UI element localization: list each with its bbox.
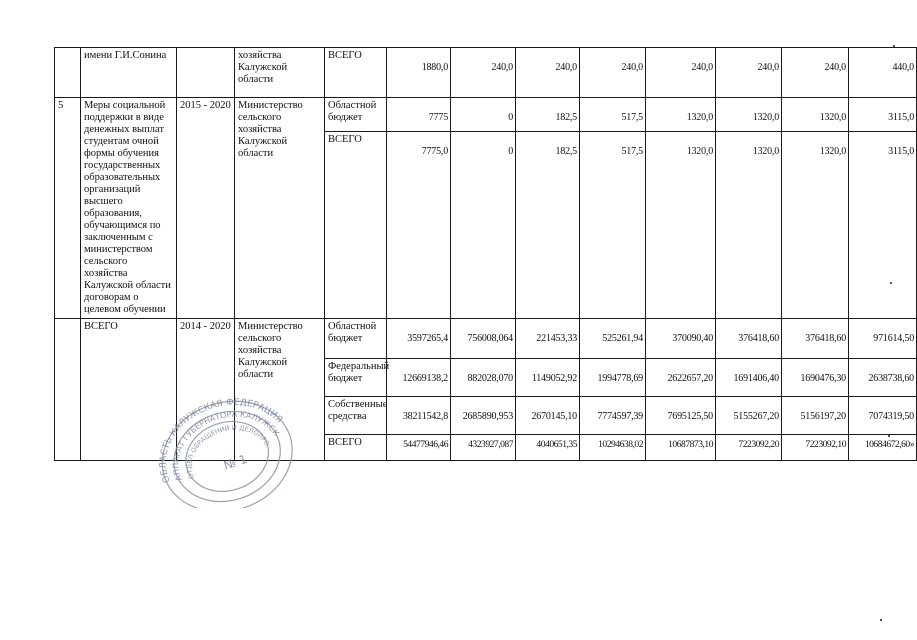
value-cell: 240,0 xyxy=(580,48,646,98)
value-cell: 10294638,02 xyxy=(580,435,646,461)
value-cell: 240,0 xyxy=(516,48,580,98)
value-cell: 54477946,46 xyxy=(387,435,451,461)
value-cell: 1320,0 xyxy=(646,98,716,132)
value-cell: 240,0 xyxy=(451,48,516,98)
value-cell: 2638738,60 xyxy=(849,359,917,397)
executor-cell: хозяйства Калужской области xyxy=(235,48,325,98)
value-cell: 240,0 xyxy=(782,48,849,98)
value-cell: 376418,60 xyxy=(716,319,782,359)
executor-cell: Министерство сельского хозяйства Калужской области xyxy=(235,319,325,461)
value-cell: 0 xyxy=(451,132,516,319)
value-cell: 0 xyxy=(451,98,516,132)
scan-speck xyxy=(880,619,882,621)
table-row-total xyxy=(55,319,917,359)
value-cell: 370090,40 xyxy=(646,319,716,359)
period-cell: 2015 - 2020 xyxy=(177,98,235,319)
value-cell: 7223092,10 xyxy=(782,435,849,461)
source-cell: ВСЕГО xyxy=(325,132,387,319)
source-cell: Областной бюджет xyxy=(325,319,387,359)
value-cell: 2670145,10 xyxy=(516,397,580,435)
table-row-continuation xyxy=(55,48,917,98)
value-cell: 756008,064 xyxy=(451,319,516,359)
period-cell: 2014 - 2020 xyxy=(177,319,235,461)
value-cell: 2685890,953 xyxy=(451,397,516,435)
value-cell: 7223092,20 xyxy=(716,435,782,461)
value-cell: 4040651,35 xyxy=(516,435,580,461)
table-row-measure-5 xyxy=(55,98,917,132)
source-cell: ВСЕГО xyxy=(325,48,387,98)
scan-speck xyxy=(893,45,895,47)
row-number-cell xyxy=(55,48,81,98)
value-cell: 182,5 xyxy=(516,98,580,132)
source-cell: ВСЕГО xyxy=(325,435,387,461)
value-cell: 1320,0 xyxy=(782,98,849,132)
measure-name-cell: имени Г.И.Сонина xyxy=(81,48,177,98)
value-cell: 7695125,50 xyxy=(646,397,716,435)
value-cell: 182,5 xyxy=(516,132,580,319)
row-number-cell xyxy=(55,319,81,461)
value-cell: 2622657,20 xyxy=(646,359,716,397)
source-cell: Федеральный бюджет xyxy=(325,359,387,397)
value-cell: 1149052,92 xyxy=(516,359,580,397)
value-cell: 3115,0 xyxy=(849,98,917,132)
value-cell: 5155267,20 xyxy=(716,397,782,435)
value-cell: 525261,94 xyxy=(580,319,646,359)
stamp-inner-text: ОТДЕЛ ОБРАЩЕНИЙ И ДЕЛОПРОИЗВОДСТВА xyxy=(185,423,272,481)
stamp-center-number: № 1 xyxy=(221,451,249,473)
value-cell: 971614,50 xyxy=(849,319,917,359)
value-cell: 3597265,4 xyxy=(387,319,451,359)
value-cell: 10684672,60» xyxy=(849,435,917,461)
value-cell: 240,0 xyxy=(716,48,782,98)
value-cell: 4323927,087 xyxy=(451,435,516,461)
value-cell: 1880,0 xyxy=(387,48,451,98)
source-cell: Собственные средства xyxy=(325,397,387,435)
row-number-cell: 5 xyxy=(55,98,81,319)
value-cell: 517,5 xyxy=(580,98,646,132)
value-cell: 7774597,39 xyxy=(580,397,646,435)
value-cell: 221453,33 xyxy=(516,319,580,359)
value-cell: 1320,0 xyxy=(716,98,782,132)
value-cell: 1690476,30 xyxy=(782,359,849,397)
period-cell xyxy=(177,48,235,98)
value-cell: 1320,0 xyxy=(716,132,782,319)
value-cell: 1994778,69 xyxy=(580,359,646,397)
value-cell: 376418,60 xyxy=(782,319,849,359)
official-stamp xyxy=(150,393,300,508)
executor-cell: Министерство сельского хозяйства Калужской области xyxy=(235,98,325,319)
value-cell: 882028,070 xyxy=(451,359,516,397)
value-cell: 517,5 xyxy=(580,132,646,319)
value-cell: 38211542,8 xyxy=(387,397,451,435)
stamp-middle-text: АППАРАТ ГУБЕРНАТОРА КАЛУЖСКОЙ xyxy=(171,409,281,483)
value-cell: 1691406,40 xyxy=(716,359,782,397)
stamp-outer-text: ОБЛАСТЬ КАЛУЖСКАЯ ФЕДЕРАЦИЯ xyxy=(158,397,284,485)
measure-name-cell: Меры социальной поддержки в виде денежных выплат студентам очной формы обучения государственных образовательных организаций высшего образования, обучающимся по заключенным с министерством сельского хозяйства Калужской области договорам о целевом обучении xyxy=(81,98,177,319)
measure-name-cell: ВСЕГО xyxy=(81,319,177,461)
value-cell: 12669138,2 xyxy=(387,359,451,397)
value-cell: 440,0 xyxy=(849,48,917,98)
value-cell: 1320,0 xyxy=(646,132,716,319)
value-cell: 240,0 xyxy=(646,48,716,98)
source-cell: Областной бюджет xyxy=(325,98,387,132)
scan-speck xyxy=(890,282,892,284)
value-cell: 7775 xyxy=(387,98,451,132)
value-cell: 1320,0 xyxy=(782,132,849,319)
value-cell: 3115,0 xyxy=(849,132,917,319)
value-cell: 10687873,10 xyxy=(646,435,716,461)
value-cell: 5156197,20 xyxy=(782,397,849,435)
value-cell: 7775,0 xyxy=(387,132,451,319)
scan-speck xyxy=(888,435,890,437)
value-cell: 7074319,50 xyxy=(849,397,917,435)
